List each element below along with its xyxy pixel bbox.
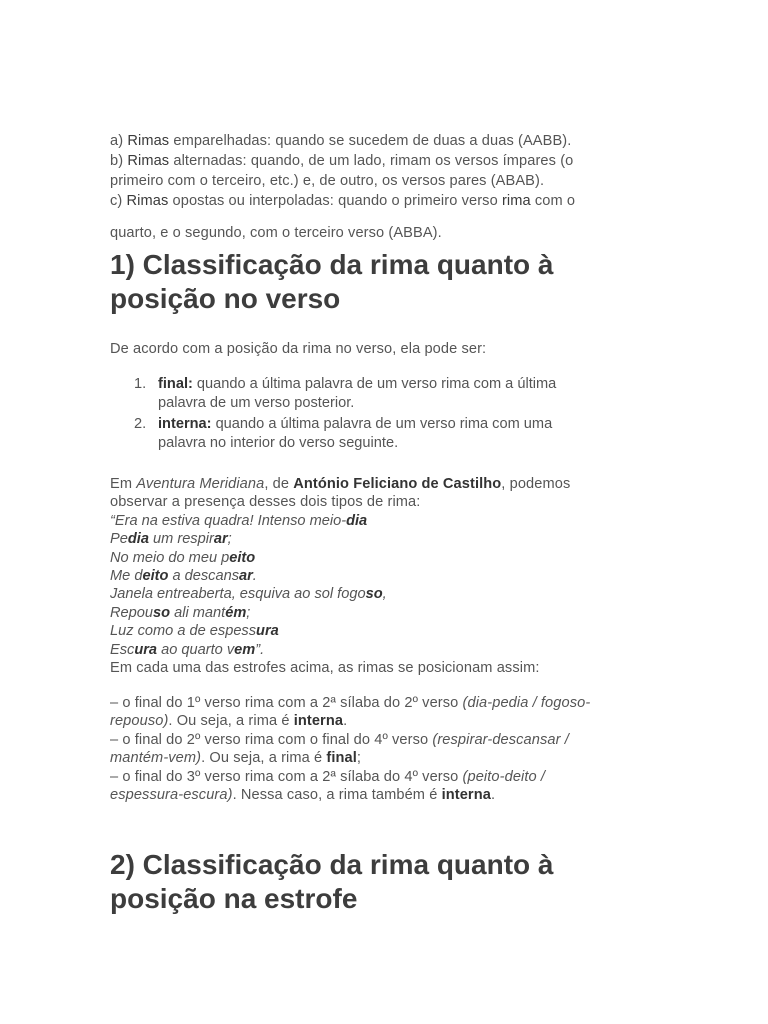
example-intro: Em Aventura Meridiana, de António Feliciano de Castilho, podemos observar a presença desses dois tipos de rima: <box>110 476 571 511</box>
intro-line-b2: primeiro com o terceiro, etc.) e, de outro, os versos pares (ABAB). <box>110 173 545 189</box>
list-term: interna: <box>158 416 212 432</box>
analysis-b: – o final do 2º verso rima com o final do 4º verso (respirar-descansar / mantém-vem). Ou seja, a rima é final; <box>110 731 569 767</box>
analysis-block <box>110 694 670 804</box>
after-poem-text: Em cada uma das estrofes acima, as rimas se posicionam assim: <box>110 660 540 677</box>
lead-text: De acordo com a posição da rima no verso, ela pode ser: <box>110 341 487 357</box>
poem-line: Me deito a descansar. <box>110 568 257 585</box>
intro-line-a: a) Rimas emparelhadas: quando se sucedem de duas a duas (AABB). <box>110 133 572 149</box>
intro-line-c1: c) Rimas opostas ou interpoladas: quando o primeiro verso rima com o <box>110 193 576 209</box>
example-block <box>110 475 670 677</box>
list-number: 1. <box>134 376 147 392</box>
intro-line-b1: b) Rimas alternadas: quando, de um lado, rimam os versos ímpares (o <box>110 153 574 169</box>
poem-line: Escura ao quarto vem”. <box>110 641 265 658</box>
rhyme-position-list <box>134 375 654 452</box>
poem-line: Janela entreaberta, esquiva ao sol fogoso, <box>110 586 387 603</box>
section2-heading: 2) Classificação da rima quanto à posição na estrofe <box>110 849 554 914</box>
poem-line: No meio do meu peito <box>110 549 256 566</box>
poem-line: Pedia um respirar; <box>110 531 232 548</box>
poem-line: “Era na estiva quadra! Intenso meio-dia <box>110 512 368 529</box>
list-item: 1. final: quando a última palavra de um verso rima com a última palavra de um verso posterior. <box>134 376 557 411</box>
poem-line: Luz como a de espessura <box>110 623 279 640</box>
work-title: Aventura Meridiana <box>136 476 265 492</box>
analysis-a: – o final do 1º verso rima com a 2ª sílaba do 2º verso (dia-pedia / fogoso- repouso). Ou seja, a rima é interna. <box>110 695 591 730</box>
section1-heading: 1) Classificação da rima quanto à posição no verso <box>110 249 554 314</box>
list-number: 2. <box>134 416 147 432</box>
rhyme-types-intro <box>110 131 670 243</box>
intro-line-c2: quarto, e o segundo, com o terceiro verso (ABBA). <box>110 225 442 241</box>
list-term: final: <box>158 376 193 392</box>
section1-lead <box>110 339 670 359</box>
list-item: 2. interna: quando a última palavra de um verso rima com uma palavra no interior do verso seguinte. <box>134 416 553 451</box>
poem-excerpt <box>110 512 670 659</box>
poem-line: Repouso ali mantém; <box>110 604 251 621</box>
analysis-c: – o final do 3º verso rima com a 2ª sílaba do 4º verso (peito-deito / espessura-escura). Nessa caso, a rima também é interna. <box>110 768 546 804</box>
author-name: António Feliciano de Castilho <box>293 476 502 492</box>
